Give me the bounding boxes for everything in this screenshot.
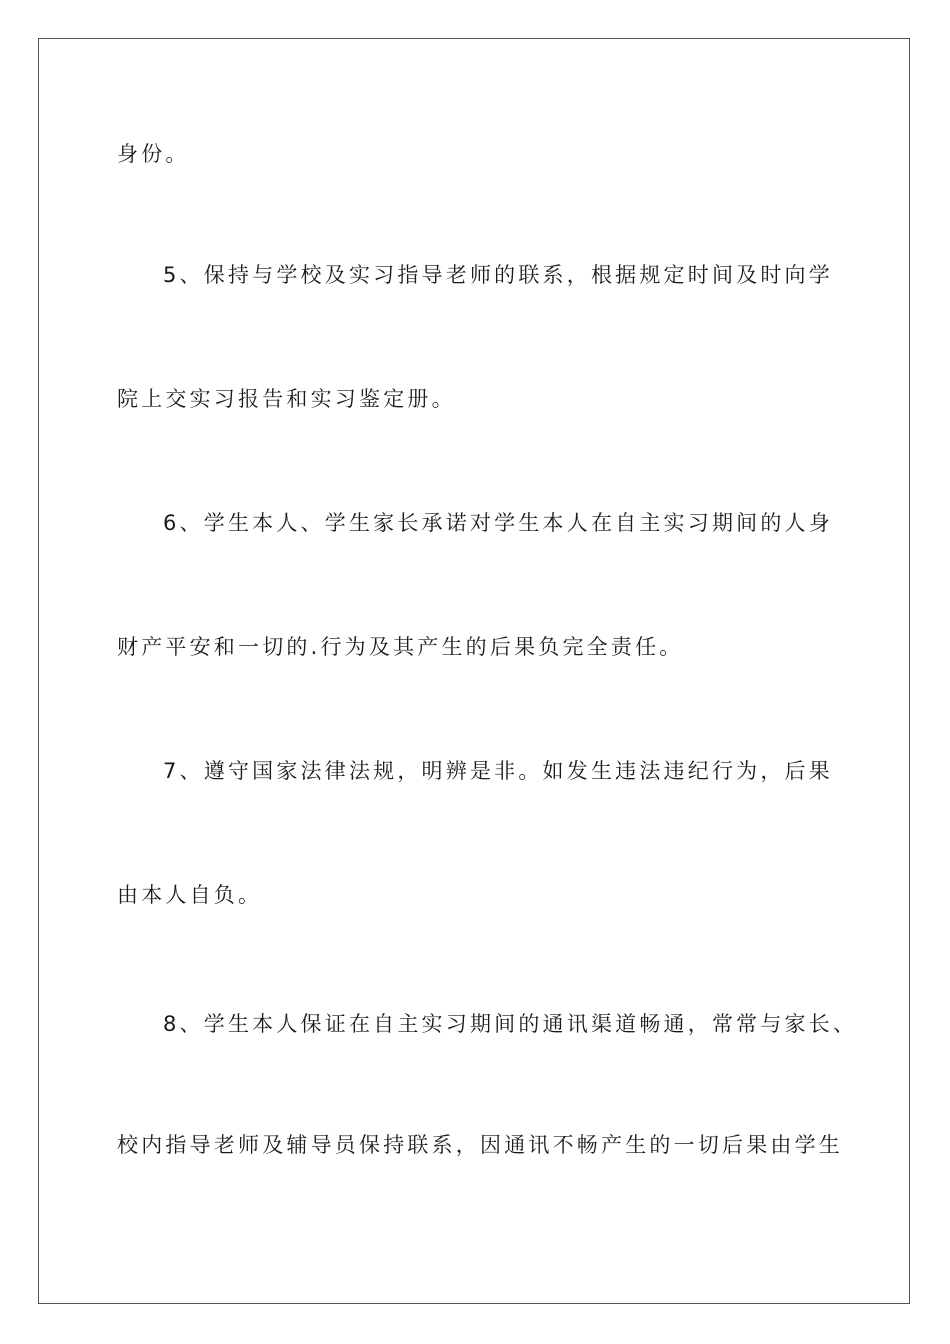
item-7-line-1: 7、遵守国家法律法规，明辨是非。如发生违法违纪行为，后果: [163, 759, 833, 783]
item-8-line-2: 校内指导老师及辅导员保持联系，因通讯不畅产生的一切后果由学生: [117, 1133, 843, 1157]
item-6-line-2: 财产平安和一切的.行为及其产生的后果负完全责任。: [117, 635, 684, 659]
text-line-1: 身份。: [117, 142, 190, 166]
item-5-line-1: 5、保持与学校及实习指导老师的联系，根据规定时间及时向学: [163, 263, 833, 287]
item-5-line-2: 院上交实习报告和实习鉴定册。: [117, 387, 456, 411]
item-7-line-2: 由本人自负。: [117, 883, 263, 907]
page-border: [38, 38, 910, 1304]
item-8-line-1: 8、学生本人保证在自主实习期间的通讯渠道畅通，常常与家长、: [163, 1012, 858, 1036]
item-6-line-1: 6、学生本人、学生家长承诺对学生本人在自主实习期间的人身: [163, 511, 833, 535]
